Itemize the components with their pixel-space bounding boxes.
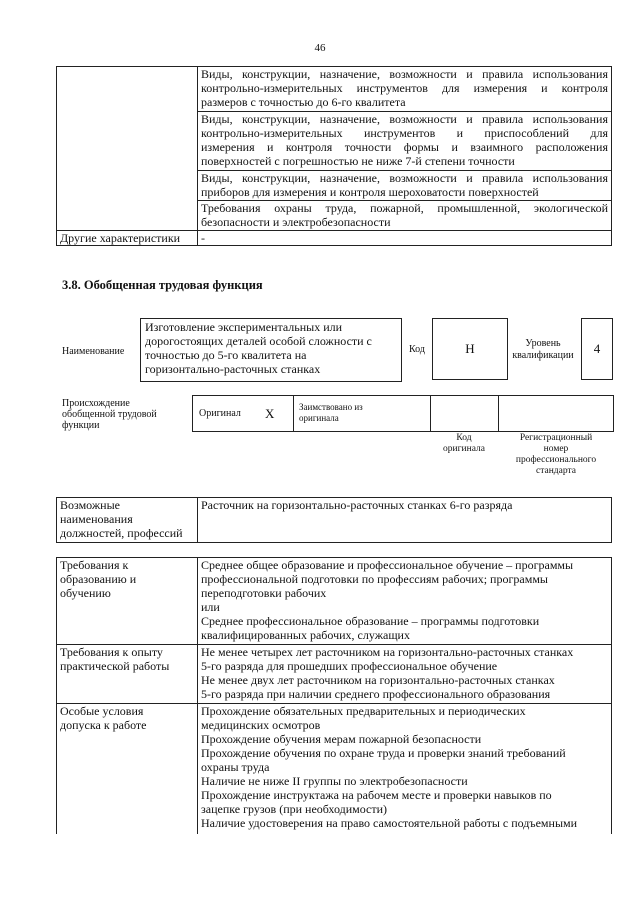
professions-label [57, 498, 198, 543]
text-line: медицинских осмотров [201, 718, 321, 732]
original-mark: X [265, 406, 275, 421]
text-line: Возможные [60, 498, 120, 512]
table-cell-label [57, 171, 198, 201]
table-cell-text [198, 112, 612, 171]
divider [498, 396, 499, 431]
text-line: безопасности и электробезопасности [201, 215, 391, 229]
text-line: измерения и контроля точности формы и взаимного расположения [201, 140, 608, 154]
text-line: Среднее общее образование и профессиональное обучение – программы [201, 558, 574, 572]
experience-label [57, 645, 198, 704]
text-line: Уровень [525, 338, 561, 349]
text-line: Особые условия [60, 704, 144, 718]
text-line: номер [543, 444, 569, 454]
education-value [198, 558, 612, 645]
other-characteristics-label: Другие характеристики [57, 231, 198, 246]
table-row [57, 67, 612, 112]
text-line: точностью до 5-го квалитета на [145, 348, 307, 362]
table-cell-text [198, 67, 612, 112]
text-line: профессиональной подготовки по профессиям рабочих; программы [201, 572, 548, 586]
text-line: Среднее профессиональное образование – программы подготовки [201, 614, 540, 628]
text-line: обучению [60, 586, 111, 600]
text-line: горизонтально-расточных станках [145, 362, 321, 376]
text-line: Наличие удостоверения на право самостоятельной работы с подъемными [201, 816, 578, 830]
origin-label [62, 398, 157, 431]
text-line: должностей, профессий [60, 526, 183, 540]
text-line: Прохождение инструктажа на рабочем месте и проверки навыков по [201, 788, 552, 802]
registration-caption [500, 433, 612, 477]
text-line: приборов для измерения и контроля шероховатости поверхностей [201, 185, 539, 199]
original-label: Оригинал [199, 408, 241, 419]
text-line: Наличие не ниже II группы по электробезопасности [201, 774, 468, 788]
table-row [57, 171, 612, 201]
code-original-caption [430, 433, 498, 455]
text-line: поверхностей с погрешностью не ниже 7-й степени точности [201, 154, 515, 168]
text-line: 5-го разряда при наличии среднего профессионального образования [201, 687, 551, 701]
text-line: Происхождение [62, 398, 130, 409]
text-line: переподготовки рабочих [201, 586, 327, 600]
text-line: Заимствовано из [299, 402, 363, 412]
text-line: образованию и [60, 572, 137, 586]
professions-value: Расточник на горизонтально-расточных станках 6-го разряда [198, 498, 612, 543]
text-line: зацепке грузов (при необходимости) [201, 802, 388, 816]
text-line: контрольно-измерительных инструментов и приспособлений для [201, 126, 608, 140]
other-characteristics-value: - [198, 231, 612, 246]
level-label [508, 338, 578, 362]
table-row [57, 558, 612, 645]
table-row [57, 498, 612, 543]
table-cell-label [57, 112, 198, 171]
table-row [57, 112, 612, 171]
text-line: размеров с точностью до 6-го квалитета [201, 95, 406, 109]
code-value-box [432, 318, 508, 380]
code-value: H [465, 341, 475, 356]
table-cell-label [57, 201, 198, 231]
text-line: Требования к [60, 558, 129, 572]
table-row [57, 645, 612, 704]
special-conditions-value [198, 704, 612, 835]
knowledge-table [56, 66, 612, 246]
level-value: 4 [593, 341, 601, 356]
text-line: дорогостоящих деталей особой сложности с [145, 334, 372, 348]
professions-table [56, 497, 612, 543]
divider [293, 396, 294, 431]
borrowed-label [299, 402, 363, 424]
text-line: практической работы [60, 659, 170, 673]
text-line: Виды, конструкции, назначение, возможности и правила использования [201, 112, 608, 126]
page-number: 46 [314, 42, 326, 54]
text-line: 5-го разряда для прошедших профессиональное обучение [201, 659, 498, 673]
code-label: Код [409, 344, 425, 355]
text-line: Код [456, 433, 472, 443]
text-line: Не менее четырех лет расточником на горизонтально-расточных станках [201, 645, 574, 659]
text-line: контрольно-измерительных инструментов для измерения и контроля [201, 81, 608, 95]
text-line: Прохождение обучения мерам пожарной безопасности [201, 732, 482, 746]
section-title: 3.8. Обобщенная трудовая функция [62, 278, 263, 292]
education-label [57, 558, 198, 645]
text-line: оригинала [443, 444, 485, 454]
text-line: Не менее двух лет расточником на горизонтально-расточных станках [201, 673, 555, 687]
text-line: профессионального [515, 455, 597, 465]
text-line: квалификации [512, 350, 574, 361]
naming-label: Наименование [62, 346, 125, 357]
origin-table [192, 395, 614, 432]
requirements-table [56, 557, 612, 834]
text-line: наименования [60, 512, 133, 526]
naming-value-box [140, 318, 402, 382]
experience-value [198, 645, 612, 704]
text-line: Виды, конструкции, назначение, возможности и правила использования [201, 171, 608, 185]
table-row [57, 201, 612, 231]
text-line: допуска к работе [60, 718, 147, 732]
text-line: Прохождение обучения по охране труда и проверки знаний требований [201, 746, 566, 760]
table-cell-label [57, 67, 198, 112]
text-line: квалифицированных рабочих, служащих [201, 628, 410, 642]
text-line: Виды, конструкции, назначение, возможности и правила использования [201, 67, 608, 81]
table-cell-text [198, 171, 612, 201]
table-cell-text [198, 201, 612, 231]
table-row [57, 231, 612, 246]
text-line: функции [62, 420, 100, 431]
level-value-box [581, 318, 613, 380]
text-line: Требования к опыту [60, 645, 163, 659]
text-line: или [201, 600, 220, 614]
special-conditions-label [57, 704, 198, 835]
text-line: стандарта [536, 466, 576, 476]
text-line: Прохождение обязательных предварительных и периодических [201, 704, 526, 718]
text-line: Изготовление экспериментальных или [145, 320, 343, 334]
text-line: обобщенной трудовой [62, 409, 157, 420]
text-line: Регистрационный [519, 433, 593, 443]
divider [430, 396, 431, 431]
text-line: охраны труда [201, 760, 270, 774]
text-line: оригинала [299, 413, 339, 423]
text-line: Требования охраны труда, пожарной, промышленной, экологической [201, 201, 608, 215]
table-row [57, 704, 612, 835]
